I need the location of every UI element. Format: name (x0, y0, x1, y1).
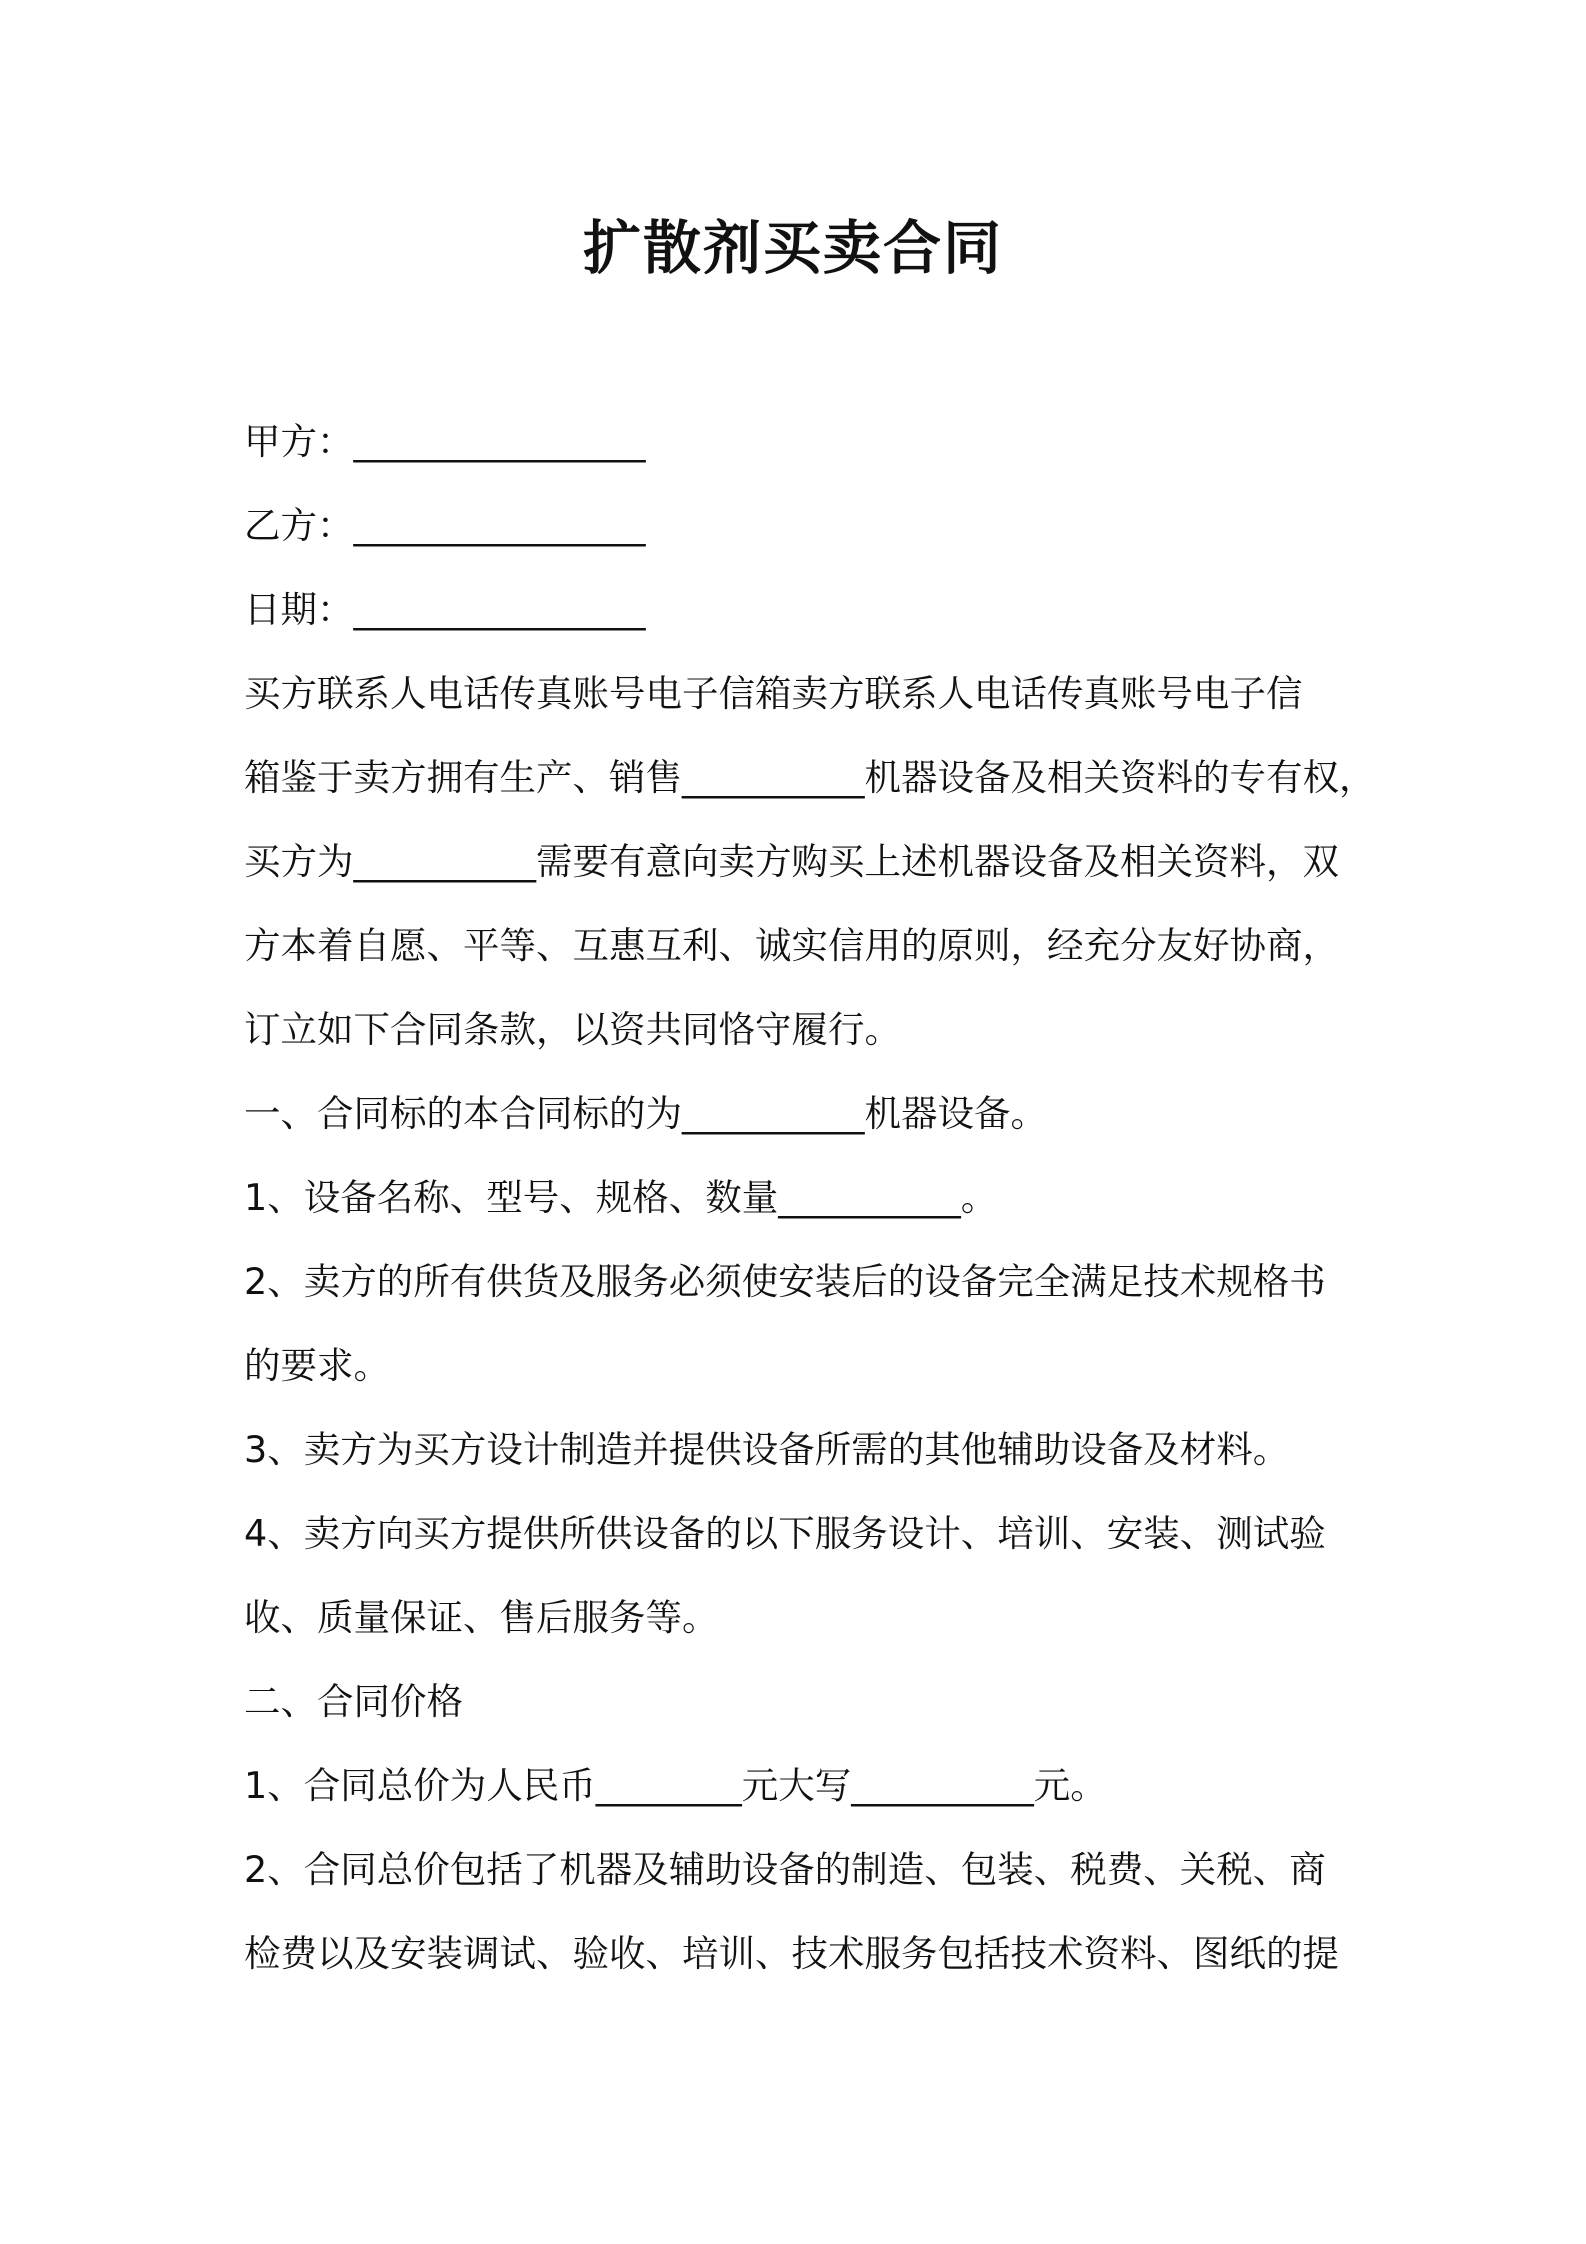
paragraph-line: 箱鉴于卖方拥有生产、销售__________机器设备及相关资料的专有权， (244, 756, 1376, 799)
section-heading: 一、合同标的本合同标的为__________机器设备。 (244, 1092, 1047, 1135)
clause-line: 收、质量保证、售后服务等。 (244, 1596, 719, 1639)
document-title: 扩散剂买卖合同 (582, 214, 1003, 282)
clause-line: 1、设备名称、型号、规格、数量__________。 (244, 1176, 998, 1219)
clause-line: 检费以及安装调试、验收、培训、技术服务包括技术资料、图纸的提 (244, 1932, 1339, 1975)
paragraph-line: 买方联系人电话传真账号电子信箱卖方联系人电话传真账号电子信 (244, 672, 1303, 715)
clause-line: 1、合同总价为人民币________元大写__________元。 (244, 1764, 1107, 1807)
paragraph-line: 方本着自愿、平等、互惠互利、诚实信用的原则，经充分友好协商， (244, 924, 1339, 967)
paragraph-line: 订立如下合同条款，以资共同恪守履行。 (244, 1008, 901, 1051)
party-a-line: 甲方：________________ (244, 420, 646, 463)
clause-line: 3、卖方为买方设计制造并提供设备所需的其他辅助设备及材料。 (244, 1428, 1290, 1471)
clause-line: 2、合同总价包括了机器及辅助设备的制造、包装、税费、关税、商 (244, 1848, 1326, 1891)
date-line: 日期：________________ (244, 588, 646, 631)
clause-line: 2、卖方的所有供货及服务必须使安装后的设备完全满足技术规格书 (244, 1260, 1326, 1303)
party-b-line: 乙方：________________ (244, 504, 646, 547)
clause-line: 4、卖方向买方提供所供设备的以下服务设计、培训、安装、测试验 (244, 1512, 1326, 1555)
section-heading: 二、合同价格 (244, 1680, 463, 1723)
paragraph-line: 买方为__________需要有意向卖方购买上述机器设备及相关资料，双 (244, 840, 1339, 883)
clause-line: 的要求。 (244, 1344, 390, 1387)
document-body (244, 400, 1376, 1996)
